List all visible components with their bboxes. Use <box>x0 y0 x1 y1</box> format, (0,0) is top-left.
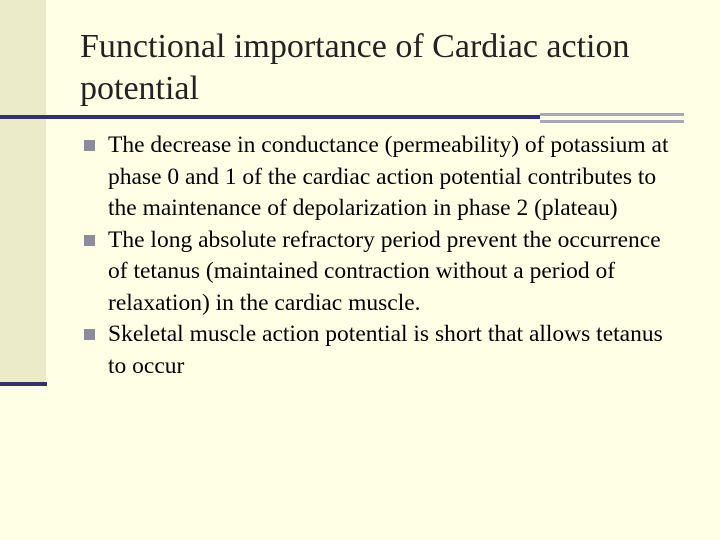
square-bullet-icon <box>84 329 95 340</box>
title-divider <box>0 115 540 119</box>
left-band-underline <box>0 382 47 386</box>
bullet-text: The long absolute refractory period prevent the occurrence of tetanus (maintained contraction without a period of relaxation) in the cardiac muscle. <box>108 226 661 316</box>
title-divider-accent-bottom <box>540 120 684 123</box>
bullet-text: Skeletal muscle action potential is short that allows tetanus to occur <box>108 321 663 379</box>
bullet-text: The decrease in conductance (permeability) of potassium at phase 0 and 1 of the cardiac action potential contributes to the maintenance of depolarization in phase 2 (plateau) <box>108 132 669 221</box>
square-bullet-icon <box>84 235 95 246</box>
left-decorative-band <box>0 0 46 382</box>
bullet-item <box>84 130 684 225</box>
bullet-item <box>84 319 684 382</box>
bullet-list <box>84 130 684 382</box>
title-divider-accent-top <box>540 113 684 116</box>
bullet-item <box>84 225 684 320</box>
slide-title: Functional importance of Cardiac action potential <box>80 28 630 107</box>
square-bullet-icon <box>84 140 95 151</box>
